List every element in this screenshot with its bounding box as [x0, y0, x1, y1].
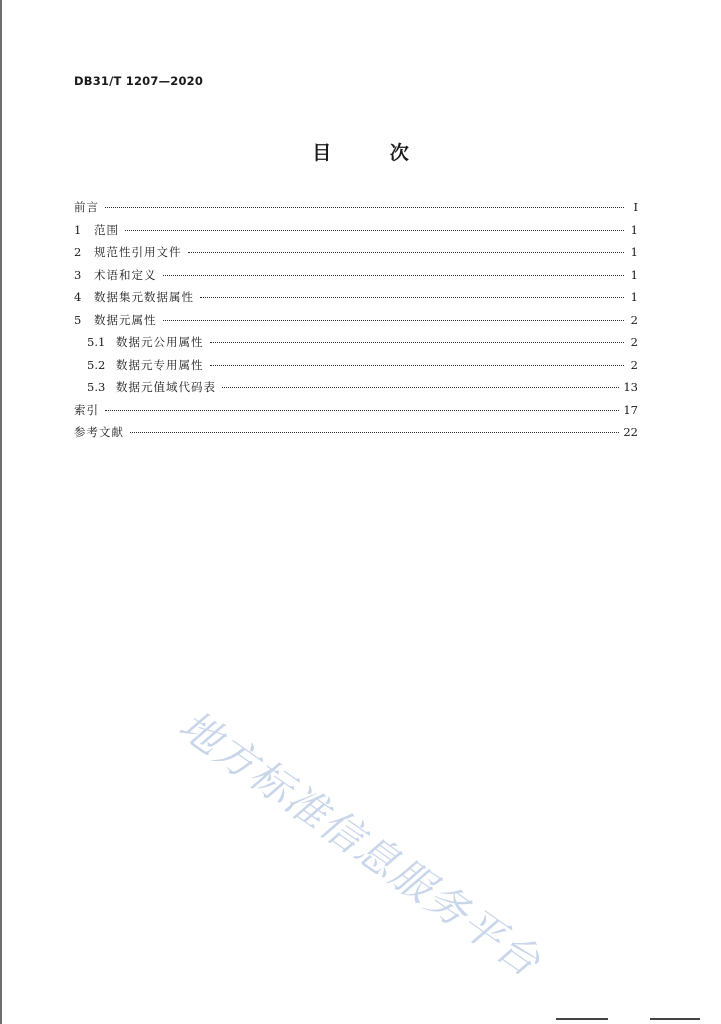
toc-page-number: 13 — [623, 380, 638, 394]
toc-label: 参考文献 — [74, 425, 124, 439]
toc-leader — [105, 207, 624, 208]
toc-page-number: 2 — [630, 335, 638, 349]
standard-code: DB31/T 1207—2020 — [74, 74, 204, 88]
toc-number: 3 — [74, 267, 82, 282]
toc-label: 数据集元数据属性 — [94, 290, 194, 304]
toc-leader — [105, 410, 619, 411]
toc-leader — [210, 342, 625, 343]
toc-label: 数据元值域代码表 — [116, 380, 216, 394]
toc-number: 5 — [74, 312, 82, 327]
toc-entry-normative-references[interactable] — [74, 244, 638, 267]
toc-number: 4 — [74, 290, 82, 304]
toc-entry-foreword[interactable] — [74, 199, 638, 222]
page-title: 目 次 — [312, 142, 435, 164]
toc-number: 5.1 — [87, 335, 106, 349]
toc-leader — [222, 387, 619, 388]
toc-entry-index[interactable] — [74, 402, 638, 425]
toc-leader — [125, 230, 624, 231]
toc-leader — [200, 297, 624, 298]
toc-page-number: 1 — [630, 290, 638, 304]
toc-entry-value-domain-codes[interactable] — [74, 379, 638, 402]
footer-rule — [556, 1018, 608, 1020]
toc-number: 5.3 — [87, 380, 106, 394]
toc-label: 索引 — [74, 402, 99, 417]
toc-entry-specific-attributes[interactable] — [74, 357, 638, 380]
toc-label: 范围 — [94, 222, 119, 237]
watermark: 地方标准信息服务平台 — [170, 700, 550, 987]
toc-page-number: I — [633, 200, 638, 214]
toc-page-number: 2 — [630, 312, 638, 327]
toc-page-number: 17 — [623, 402, 638, 417]
toc-entry-scope[interactable] — [74, 222, 638, 245]
toc-page-number: 1 — [630, 245, 638, 259]
toc-leader — [163, 275, 625, 276]
toc-label: 数据元专用属性 — [116, 357, 204, 372]
toc-page-number: 2 — [630, 357, 638, 372]
toc-page-number: 22 — [623, 425, 638, 439]
toc-leader — [188, 252, 625, 253]
toc-entry-common-attributes[interactable] — [74, 334, 638, 357]
toc-leader — [130, 432, 619, 433]
toc-label: 规范性引用文件 — [94, 245, 182, 259]
toc-page-number: 1 — [630, 222, 638, 237]
toc-leader — [210, 365, 625, 366]
toc-label: 数据元公用属性 — [116, 335, 204, 349]
toc-leader — [163, 320, 625, 321]
toc-entry-dataset-metadata[interactable] — [74, 289, 638, 312]
toc-entry-data-element-attributes[interactable] — [74, 312, 638, 335]
toc-label: 术语和定义 — [94, 267, 157, 282]
toc-entry-bibliography[interactable] — [74, 424, 638, 447]
toc-page-number: 1 — [630, 267, 638, 282]
toc-entry-terms-definitions[interactable] — [74, 267, 638, 290]
toc-number: 2 — [74, 245, 82, 259]
toc-number: 1 — [74, 222, 82, 237]
footer-rule — [650, 1018, 700, 1020]
toc-number: 5.2 — [87, 357, 106, 372]
table-of-contents — [74, 199, 638, 447]
toc-label: 前言 — [74, 200, 99, 214]
toc-label: 数据元属性 — [94, 312, 157, 327]
